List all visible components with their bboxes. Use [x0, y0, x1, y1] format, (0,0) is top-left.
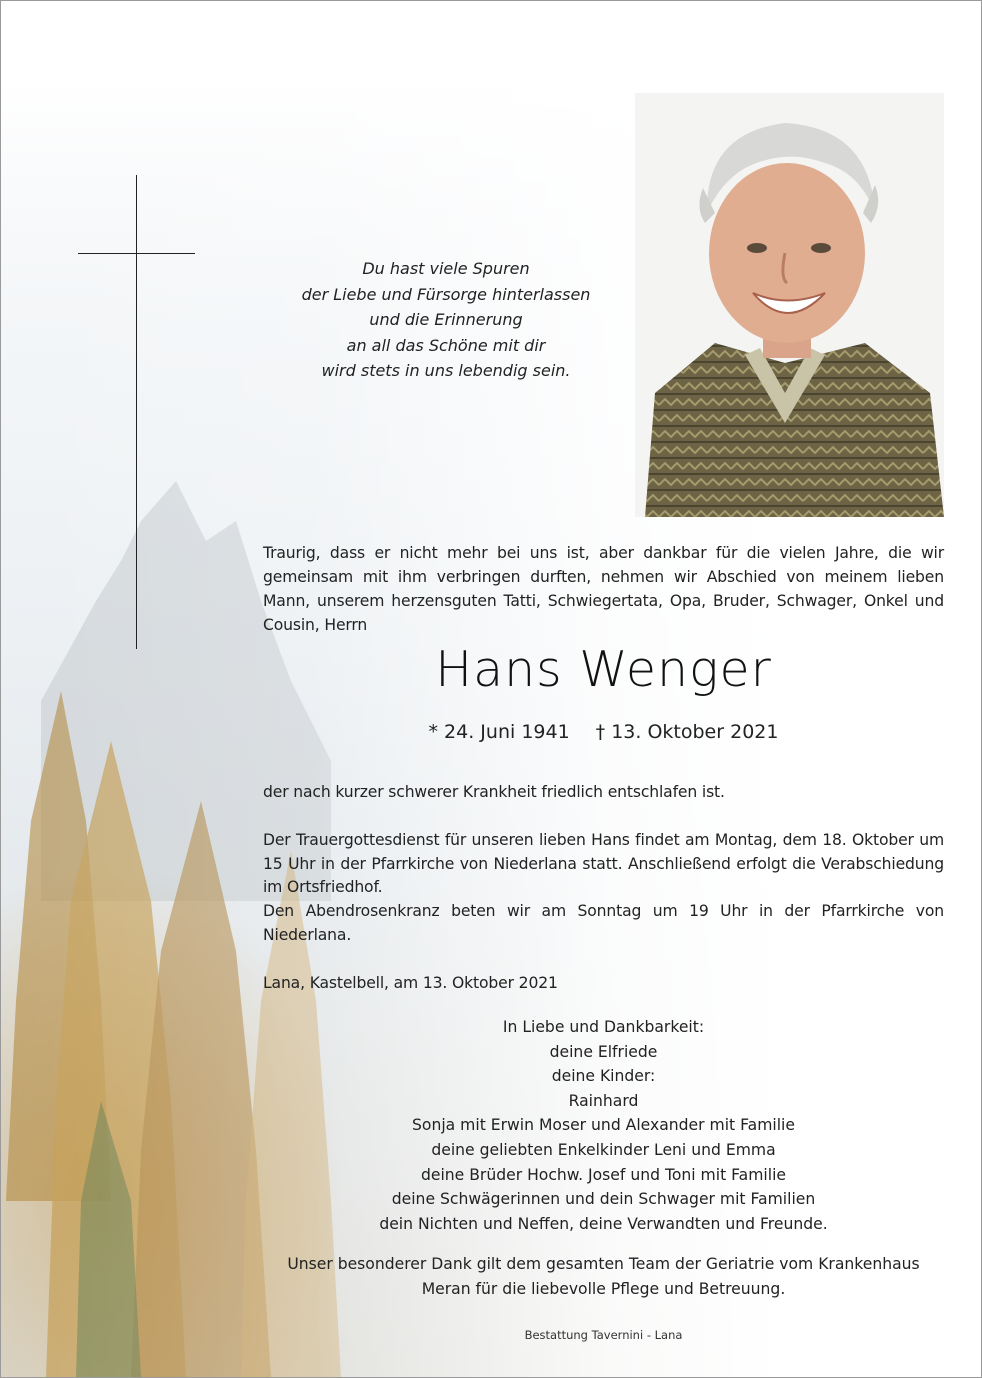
mourner-line: deine Kinder: — [551, 1067, 656, 1086]
rosary-info: Den Abendrosenkranz beten wir am Sonntag um 19 Uhr in der Pfarrkirche von Niederlana. — [263, 902, 944, 944]
mourner-line: deine Elfriede — [549, 1042, 658, 1061]
thanks-line: Unser besonderer Dank gilt dem gesamten Team der Geriatrie vom Krankenhaus — [287, 1255, 920, 1273]
cross-horizontal-bar — [78, 253, 195, 254]
verse-line: wird stets in uns lebendig sein. — [321, 361, 571, 380]
verse-line: und die Erinnerung — [369, 310, 523, 329]
mourner-line: Sonja mit Erwin Moser und Alexander mit Familie — [412, 1116, 795, 1135]
place-and-date: Lana, Kastelbell, am 13. Oktober 2021 — [263, 974, 558, 992]
mourner-line: deine Schwägerinnen und dein Schwager mit Familien — [391, 1190, 816, 1209]
portrait-photo — [635, 93, 944, 517]
death-note: der nach kurzer schwerer Krankheit friedlich entschlafen ist. — [263, 783, 725, 801]
thanks-note — [263, 1252, 944, 1301]
mourners-list — [263, 1015, 944, 1236]
memorial-verse — [291, 256, 601, 384]
death-date: † 13. Oktober 2021 — [595, 721, 779, 743]
verse-line: der Liebe und Fürsorge hinterlassen — [301, 284, 591, 304]
life-dates — [263, 721, 944, 743]
funeral-service-info: Der Trauergottesdienst für unseren lieben Hans findet am Montag, dem 18. Oktober um 15 Uhr in der Pfarrkirche von Niederlana statt. Anschließend erfolgt die Verabschiedung im Ortsfriedhof. — [263, 831, 944, 896]
mourner-line: Rainhard — [568, 1091, 639, 1110]
mourner-line: In Liebe und Dankbarkeit: — [502, 1018, 705, 1036]
birth-date: * 24. Juni 1941 — [428, 721, 570, 743]
verse-line: an all das Schöne mit dir — [346, 335, 546, 355]
cross-vertical-bar — [136, 175, 137, 649]
intro-paragraph: Traurig, dass er nicht mehr bei uns ist, aber dankbar für die vielen Jahre, die wir gemeinsam mit ihm verbringen durften, nehmen wir Abschied von meinem lieben Mann, unserem herzensguten Tatti, Schwiegertata, Opa, Bruder, Schwager, Onkel und Cousin, Herrn — [263, 544, 944, 634]
deceased-name: Hans Wenger — [435, 641, 772, 698]
thanks-line: Meran für die liebevolle Pflege und Betreuung. — [421, 1279, 786, 1298]
mourner-line: deine geliebten Enkelkinder Leni und Emma — [431, 1140, 776, 1159]
verse-line: Du hast viele Spuren — [362, 259, 530, 278]
mourner-line: deine Brüder Hochw. Josef und Toni mit Familie — [420, 1165, 787, 1184]
undertaker-credit: Bestattung Tavernini - Lana — [524, 1328, 683, 1342]
mourner-line: dein Nichten und Neffen, deine Verwandten und Freunde. — [379, 1214, 828, 1233]
